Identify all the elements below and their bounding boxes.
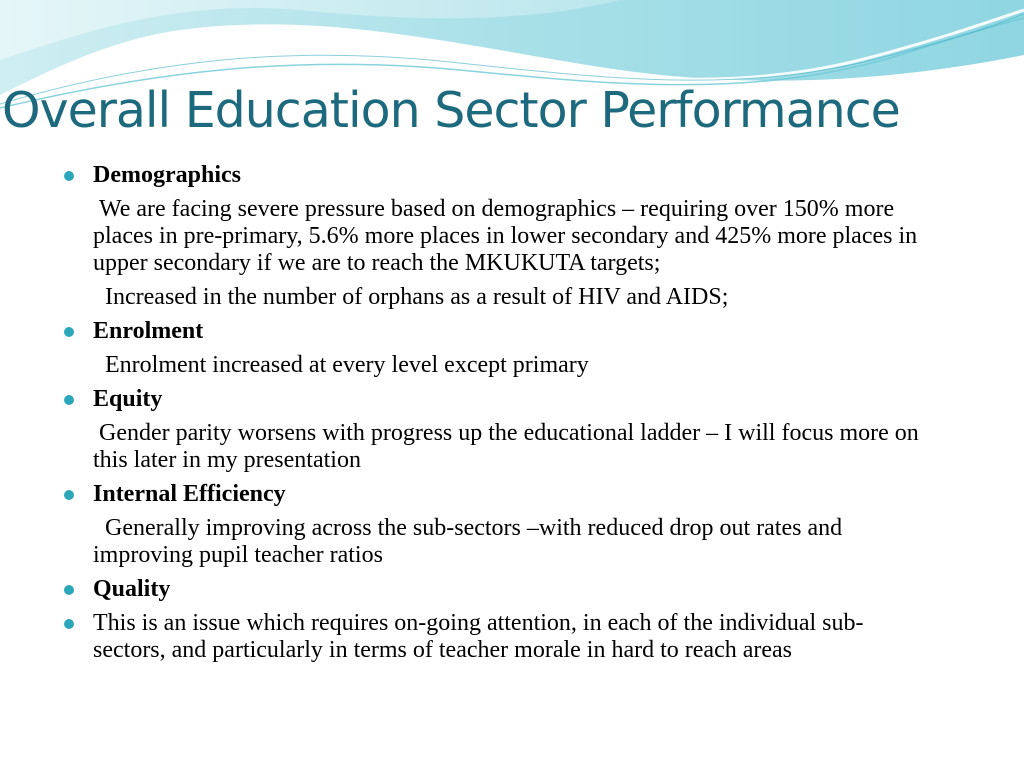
- section-equity: [60, 386, 930, 413]
- paragraph-text: Generally improving across the sub-sectors –with reduced drop out rates and improving pupil teacher ratios: [93, 515, 849, 568]
- section-paragraph: [60, 284, 930, 311]
- section-paragraph: [60, 420, 930, 474]
- section-heading: Quality: [93, 576, 171, 602]
- section-enrolment: [60, 318, 930, 345]
- bullet-icon: [64, 395, 74, 405]
- section-paragraph: [60, 352, 930, 379]
- paragraph-text: Increased in the number of orphans as a result of HIV and AIDS;: [93, 284, 729, 310]
- section-heading: Internal Efficiency: [93, 481, 286, 507]
- paragraph-text: We are facing severe pressure based on demographics – requiring over 150% more places in pre-primary, 5.6% more places in lower secondary and 425% more places in upper secondary if we are to reach the MKUKUTA targets;: [93, 196, 924, 276]
- section-quality: [60, 576, 930, 603]
- section-paragraph: [60, 196, 930, 277]
- bullet-icon: [64, 327, 74, 337]
- section-heading: Demographics: [93, 162, 241, 188]
- bullet-icon: [64, 619, 74, 629]
- bullet-text: This is an issue which requires on-going attention, in each of the individual sub-sectors, and particularly in terms of teacher morale in hard to reach areas: [93, 610, 864, 663]
- section-heading: Equity: [93, 386, 163, 412]
- paragraph-text: Gender parity worsens with progress up the educational ladder – I will focus more on this later in my presentation: [93, 420, 925, 473]
- section-paragraph: [60, 515, 930, 569]
- slide-title: Overall Education Sector Performance: [2, 82, 900, 139]
- bullet-icon: [64, 171, 74, 181]
- section-internal-efficiency: [60, 481, 930, 508]
- quality-detail-bullet: [60, 610, 930, 664]
- section-heading: Enrolment: [93, 318, 204, 344]
- bullet-icon: [64, 490, 74, 500]
- bullet-icon: [64, 585, 74, 595]
- section-demographics: [60, 162, 930, 189]
- slide-body: [60, 162, 930, 671]
- paragraph-text: Enrolment increased at every level except primary: [93, 352, 589, 378]
